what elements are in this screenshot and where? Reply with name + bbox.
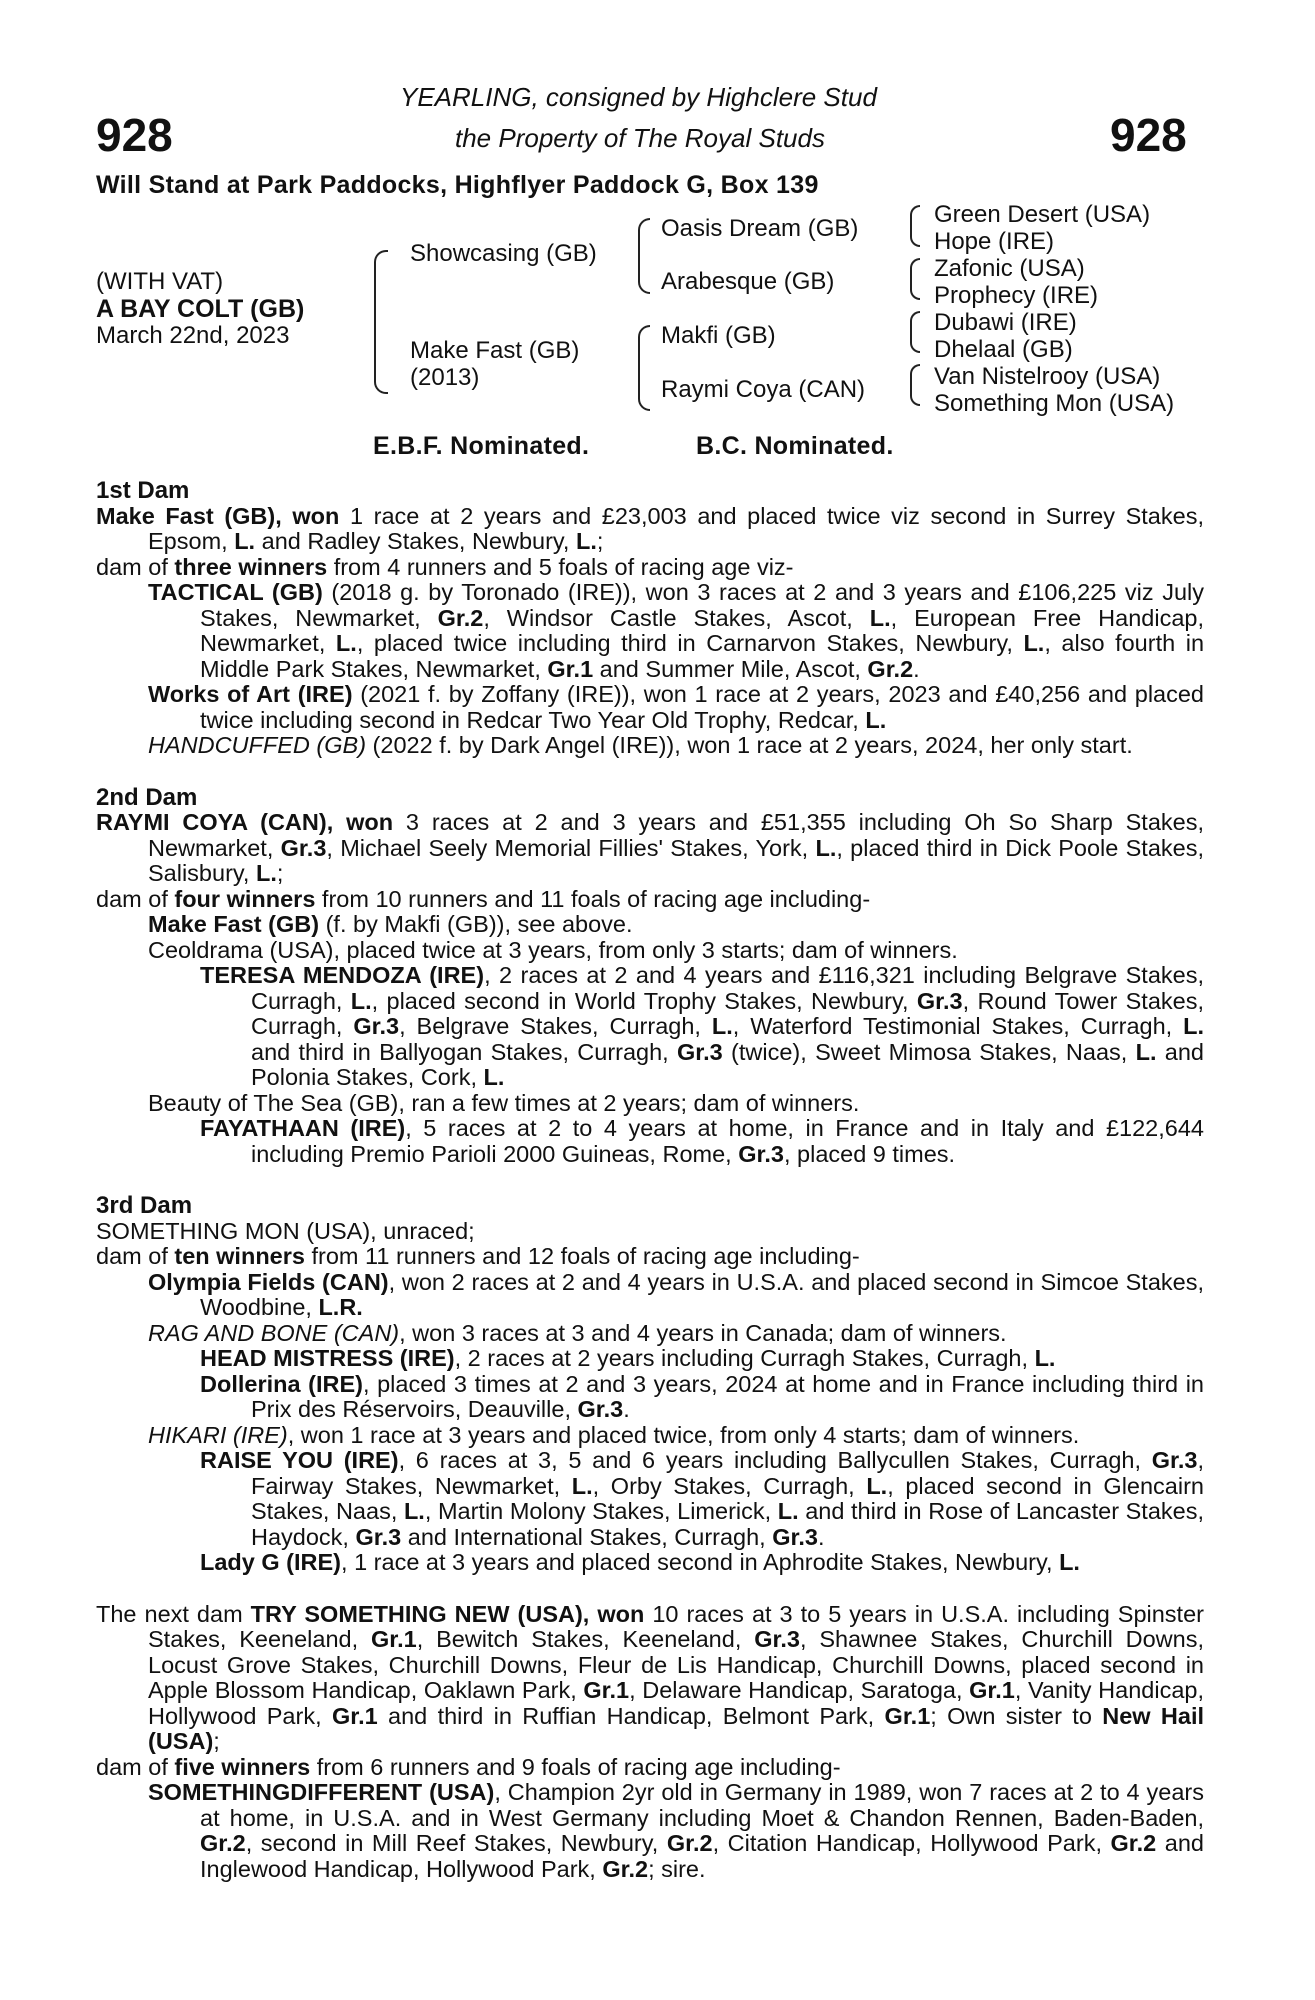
pedigree-brace-ds xyxy=(910,311,920,353)
produce-ceoldrama: Ceoldrama (USA), placed twice at 3 years, from only 3 starts; dam of winners. xyxy=(148,936,958,963)
pedigree-brace-sd xyxy=(910,258,920,300)
produce-rag-and-bone: RAG AND BONE (CAN), won 3 races at 3 and 4 years in Canada; dam of winners. xyxy=(148,1319,1007,1346)
pedigree-brace-ss xyxy=(910,205,920,247)
pedigree-brace-dam xyxy=(638,325,650,411)
produce-teresa-mendoza: TERESA MENDOZA (IRE), 2 races at 2 and 4 years and £116,321 including Belgrave Stakes, Curragh, L., placed second in World Trophy Stakes, Newbury, Gr.3, Round Tower Stakes, Curragh, Gr.3, Belgrave Stakes, Curragh, L., Waterford Testimonial Stakes, Curragh, L. and third in Ballyogan Stakes, Curragh, Gr.3 (twice), Sweet Mimosa Stakes, Naas, L. and Polonia Stakes, Cork, L. xyxy=(200,962,1205,1090)
produce-fayathaan: FAYATHAAN (IRE), 5 races at 2 to 4 years at home, in France and in Italy and £122,644 including Premio Parioli 2000 Guineas, Rome, Gr.3, placed 9 times. xyxy=(200,1115,1204,1167)
dam-dam: Raymi Coya (CAN) xyxy=(661,376,866,403)
next-dam-produce: dam of five winners from 6 runners and 9 foals of racing age including- xyxy=(96,1753,841,1780)
second-dam-heading: 2nd Dam xyxy=(96,783,198,811)
sd-dam: Prophecy (IRE) xyxy=(934,282,1099,309)
ds-sire: Dubawi (IRE) xyxy=(934,309,1077,336)
ebf-nomination: E.B.F. Nominated. xyxy=(373,432,590,460)
dd-dam: Something Mon (USA) xyxy=(934,390,1175,417)
lot-number-right: 928 xyxy=(1110,109,1187,161)
ds-dam: Dhelaal (GB) xyxy=(934,336,1073,363)
produce-handcuffed: HANDCUFFED (GB) (2022 f. by Dark Angel (IRE)), won 1 race at 2 years, 2024, her only start. xyxy=(148,732,1133,758)
third-dam-record: SOMETHING MON (USA), unraced; xyxy=(96,1217,475,1244)
produce-olympia-fields: Olympia Fields (CAN), won 2 races at 2 and 4 years in U.S.A. and placed second in Simcoe Stakes, Woodbine, L.R. xyxy=(148,1268,1204,1320)
produce-lady-g: Lady G (IRE), 1 race at 3 years and placed second in Aphrodite Stakes, Newbury, L. xyxy=(200,1549,1080,1575)
bc-nomination: B.C. Nominated. xyxy=(696,432,894,460)
sire-name: Showcasing (GB) xyxy=(410,240,597,267)
produce-make-fast: Make Fast (GB) (f. by Makfi (GB)), see above. xyxy=(148,911,633,937)
pedigree-brace-main xyxy=(374,250,388,394)
dam-name: Make Fast (GB) xyxy=(410,337,580,364)
produce-tactical: TACTICAL (GB) (2018 g. by Toronado (IRE)), won 3 races at 2 and 3 years and £106,225 viz July Stakes, Newmarket, Gr.2, Windsor Castle Stakes, Ascot, L., European Free Handicap, Newmarket, L., placed twice including third in Carnarvon Stakes, Newbury, L., also fourth in Middle Park Stakes, Newmarket, Gr.1 and Summer Mile, Ascot, Gr.2. xyxy=(148,579,1205,682)
catalogue-body xyxy=(96,478,1204,1882)
property-line: the Property of The Royal Studs xyxy=(455,123,825,153)
foaling-date: March 22nd, 2023 xyxy=(96,322,290,349)
next-dam-record: The next dam TRY SOMETHING NEW (USA), won 10 races at 3 to 5 years in U.S.A. including Spinster Stakes, Keeneland, Gr.1, Bewitch Stakes, Keeneland, Gr.3, Shawnee Stakes, Churchill Downs, Locust Grove Stakes, Churchill Downs, Fleur de Lis Handicap, Churchill Downs, placed second in Apple Blossom Handicap, Oaklawn Park, Gr.1, Delaware Handicap, Saratoga, Gr.1, Vanity Handicap, Hollywood Park, Gr.1 and third in Ruffian Handicap, Belmont Park, Gr.1; Own sister to New Hail (USA); xyxy=(96,1600,1205,1754)
third-dam-produce: dam of ten winners from 11 runners and 12 foals of racing age including- xyxy=(96,1243,860,1269)
produce-head-mistress: HEAD MISTRESS (IRE), 2 races at 2 years including Curragh Stakes, Curragh, L. xyxy=(200,1345,1056,1371)
sd-sire: Zafonic (USA) xyxy=(934,255,1085,282)
sire-dam: Arabesque (GB) xyxy=(661,268,835,295)
stand-location: Will Stand at Park Paddocks, Highflyer Paddock G, Box 139 xyxy=(96,171,819,199)
dd-sire: Van Nistelrooy (USA) xyxy=(934,363,1161,390)
ss-sire: Green Desert (USA) xyxy=(934,201,1151,228)
sire-sire: Oasis Dream (GB) xyxy=(661,215,859,242)
produce-raise-you: RAISE YOU (IRE), 6 races at 3, 5 and 6 years including Ballycullen Stakes, Curragh, Gr.3, Fairway Stakes, Newmarket, L., Orby Stakes, Curragh, L., placed second in Glencairn Stakes, Naas, L., Martin Molony Stakes, Limerick, L. and third in Rose of Lancaster Stakes, Haydock, Gr.3 and International Stakes, Curragh, Gr.3. xyxy=(200,1447,1204,1550)
dam-year: (2013) xyxy=(410,364,480,391)
lot-number-left: 928 xyxy=(96,109,173,161)
produce-hikari: HIKARI (IRE), won 1 race at 3 years and placed twice, from only 4 starts; dam of winners. xyxy=(148,1421,1080,1448)
horse-name: A BAY COLT (GB) xyxy=(96,295,305,323)
produce-beauty-of-the-sea: Beauty of The Sea (GB), ran a few times at 2 years; dam of winners. xyxy=(148,1089,860,1116)
second-dam-produce: dam of four winners from 10 runners and 11 foals of racing age including- xyxy=(96,885,871,912)
second-dam-record: RAYMI COYA (CAN), won 3 races at 2 and 3 years and £51,355 including Oh So Sharp Stakes, Newmarket, Gr.3, Michael Seely Memorial Fillies' Stakes, York, L., placed third in Dick Poole Stakes, Salisbury, L.; xyxy=(96,809,1204,886)
produce-somethingdifferent: SOMETHINGDIFFERENT (USA), Champion 2yr old in Germany in 1989, won 7 races at 2 to 4 years at home, in U.S.A. and in West Germany including Moet & Chandon Rennen, Baden-Baden, Gr.2, second in Mill Reef Stakes, Newbury, Gr.2, Citation Handicap, Hollywood Park, Gr.2 and Inglewood Handicap, Hollywood Park, Gr.2; sire. xyxy=(148,1779,1204,1882)
first-dam-record: Make Fast (GB), won 1 race at 2 years and £23,003 and placed twice viz second in Surrey Stakes, Epsom, L. and Radley Stakes, Newbury, L.; xyxy=(96,502,1204,554)
ss-dam: Hope (IRE) xyxy=(934,228,1055,255)
first-dam-produce: dam of three winners from 4 runners and 5 foals of racing age viz- xyxy=(96,553,794,580)
pedigree-brace-dd xyxy=(910,364,920,406)
third-dam-heading: 3rd Dam xyxy=(96,1192,193,1219)
pedigree-brace-sire xyxy=(638,218,650,294)
consignment-line: YEARLING, consigned by Highclere Stud xyxy=(400,82,877,112)
first-dam-heading: 1st Dam xyxy=(96,477,190,504)
vat-label: (WITH VAT) xyxy=(96,268,224,295)
produce-works-of-art: Works of Art (IRE) (2021 f. by Zoffany (IRE)), won 1 race at 2 years, 2023 and £40,256 and placed twice including second in Redcar Two Year Old Trophy, Redcar, L. xyxy=(148,681,1205,733)
produce-dollerina: Dollerina (IRE), placed 3 times at 2 and 3 years, 2024 at home and in France including third in Prix des Réservoirs, Deauville, Gr.3. xyxy=(200,1370,1204,1422)
dam-sire: Makfi (GB) xyxy=(661,322,776,349)
